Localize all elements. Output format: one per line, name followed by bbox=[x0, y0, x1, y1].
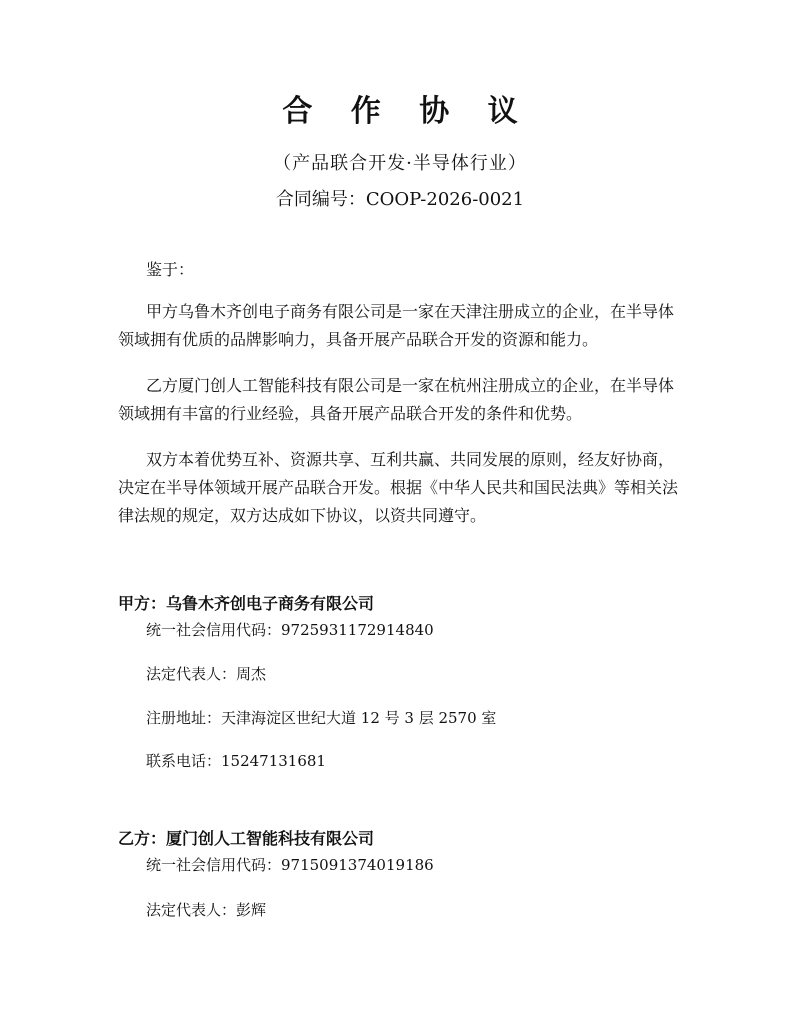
party-a-legal-rep: 法定代表人：周杰 bbox=[146, 665, 267, 683]
document-subtitle: （产品联合开发·半导体行业） bbox=[273, 153, 527, 174]
party-a-heading: 甲方：乌鲁木齐创电子商务有限公司 bbox=[118, 594, 375, 613]
party-b-credit-code: 统一社会信用代码：9715091374019186 bbox=[146, 856, 434, 874]
party-a-credit-code: 统一社会信用代码：9725931172914840 bbox=[146, 621, 434, 639]
document-title: 合 作 协 议 bbox=[282, 94, 532, 129]
paragraph-party-a-intro: 甲方乌鲁木齐创电子商务有限公司是一家在天津注册成立的企业，在半导体领域拥有优质的品牌影响力，具备开展产品联合开发的资源和能力。 bbox=[118, 302, 675, 349]
whereas-label: 鉴于： bbox=[146, 260, 195, 279]
party-a-address: 注册地址：天津海淀区世纪大道 12 号 3 层 2570 室 bbox=[146, 709, 497, 727]
party-b-heading: 乙方：厦门创人工智能科技有限公司 bbox=[118, 829, 375, 848]
contract-number: 合同编号：COOP-2026-0021 bbox=[275, 189, 525, 210]
party-b-legal-rep: 法定代表人：彭辉 bbox=[146, 901, 267, 919]
party-a-phone: 联系电话：15247131681 bbox=[146, 752, 326, 770]
paragraph-party-b-intro: 乙方厦门创人工智能科技有限公司是一家在杭州注册成立的企业，在半导体领域拥有丰富的行业经验，具备开展产品联合开发的条件和优势。 bbox=[118, 376, 675, 423]
paragraph-agreement-basis: 双方本着优势互补、资源共享、互利共赢、共同发展的原则，经友好协商，决定在半导体领域开展产品联合开发。根据《中华人民共和国民法典》等相关法律法规的规定，双方达成如下协议，以资共同遵守。 bbox=[118, 450, 679, 525]
